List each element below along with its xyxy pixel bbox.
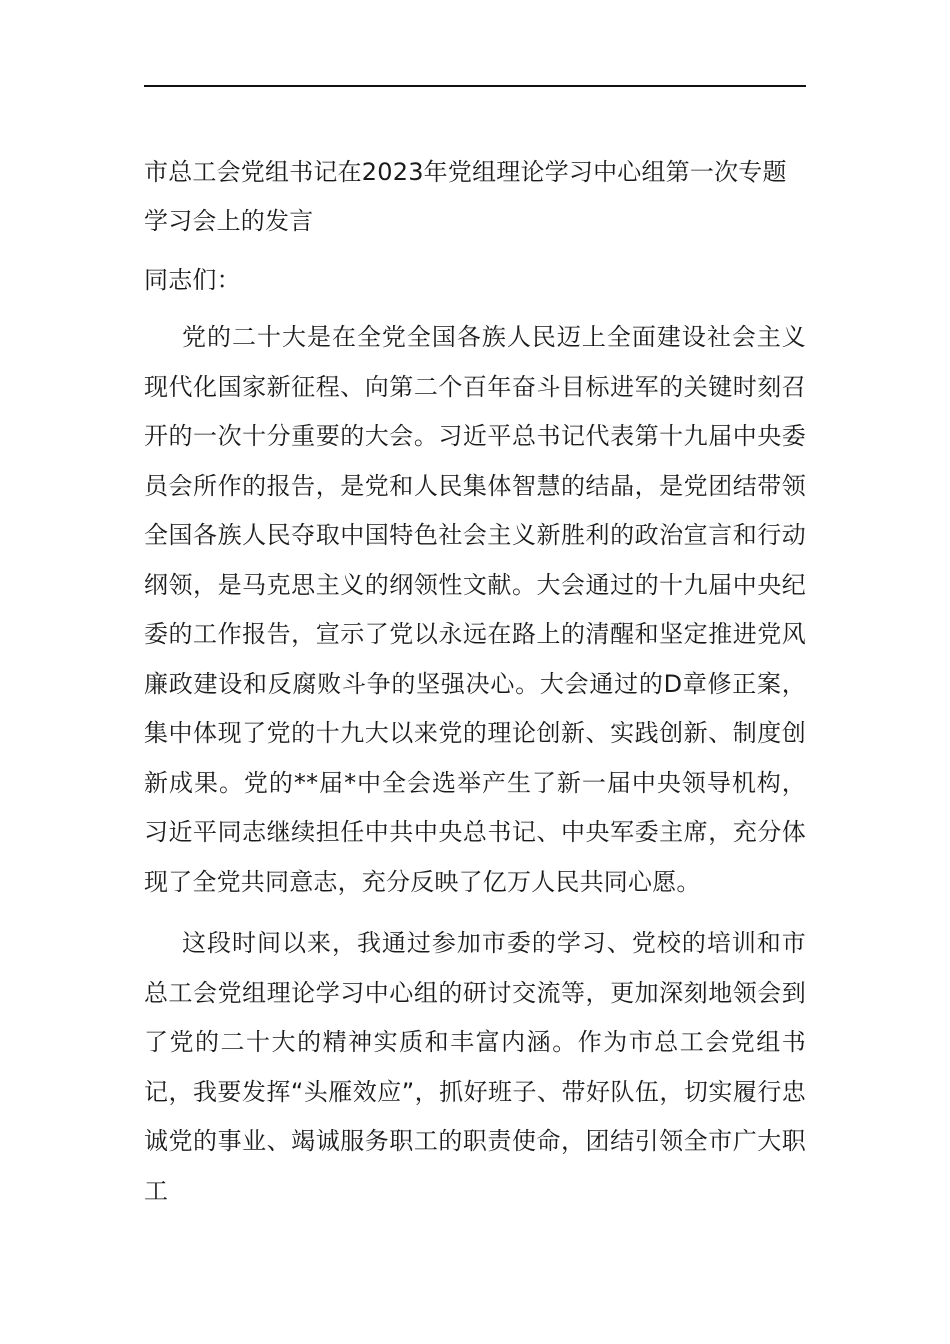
header-rule <box>144 85 806 87</box>
document-body <box>144 150 806 1216</box>
paragraph-2: 这段时间以来，我通过参加市委的学习、党校的培训和市总工会党组理论学习中心组的研讨交流等，更加深刻地领会到了党的二十大的精神实质和丰富内涵。作为市总工会党组书记，我要发挥“头雁效应”，抓好班子、带好队伍，切实履行忠诚党的事业、竭诚服务职工的职责使命，团结引领全市广大职工 <box>144 929 806 1205</box>
document-title: 市总工会党组书记在2023年党组理论学习中心组第一次专题学习会上的发言 <box>144 158 787 235</box>
salutation: 同志们： <box>144 266 241 294</box>
paragraph-1: 党的二十大是在全党全国各族人民迈上全面建设社会主义现代化国家新征程、向第二个百年奋斗目标进军的关键时刻召开的一次十分重要的大会。习近平总书记代表第十九届中央委员会所作的报告，是党和人民集体智慧的结晶，是党团结带领全国各族人民夺取中国特色社会主义新胜利的政治宣言和行动纲领，是马克思主义的纲领性文献。大会通过的十九届中央纪委的工作报告，宣示了党以永远在路上的清醒和坚定推进党风廉政建设和反腐败斗争的坚强决心。大会通过的D章修正案，集中体现了党的十九大以来党的理论创新、实践创新、制度创新成果。党的**届*中全会选举产生了新一届中央领导机构，习近平同志继续担任中共中央总书记、中央军委主席，充分体现了全党共同意志，充分反映了亿万人民共同心愿。 <box>144 323 806 896</box>
